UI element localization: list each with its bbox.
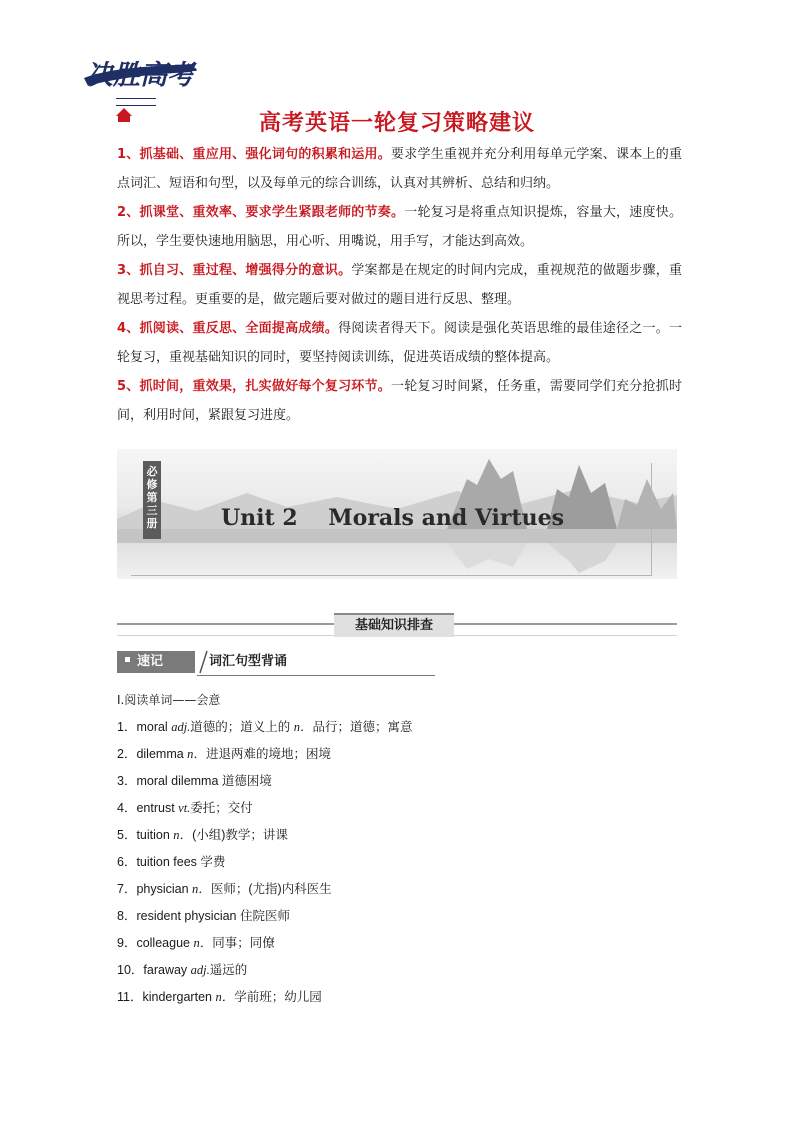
section-label: 基础知识排查	[334, 613, 454, 637]
vocab-item	[117, 960, 677, 980]
logo-text: 决胜高考	[86, 60, 194, 91]
vocab-number: 4．	[117, 801, 137, 815]
vocab-word: faraway	[143, 963, 191, 977]
advice-item-2	[117, 198, 682, 256]
advice-text: 一轮复习是将重点知识提炼，容量大，速度快。所以，学生要快速地用脑思，用心听、用嘴说，用手写，才能达到高效。	[117, 205, 682, 249]
vocab-number: 6．	[117, 855, 137, 869]
advice-item-1	[117, 140, 682, 198]
vocab-word: colleague	[136, 936, 194, 950]
vocab-meaning: 遥远的	[209, 963, 248, 977]
slash-divider-icon	[197, 649, 209, 675]
vocab-meaning: 道德困境	[221, 774, 272, 788]
vocab-number: 10．	[117, 963, 144, 977]
vocab-number: 2．	[117, 747, 137, 761]
part-of-speech: n．	[192, 882, 211, 896]
vocab-item	[117, 987, 677, 1007]
advice-list	[117, 140, 682, 430]
advice-highlight: 1、抓基础、重应用、强化词句的积累和运用。	[117, 147, 392, 162]
vocab-meaning: 同事；同僚	[212, 936, 275, 950]
vocab-word: resident physician	[136, 909, 240, 923]
volume-tag: 必修第三册	[143, 461, 161, 539]
advice-highlight: 2、抓课堂、重效率、要求学生紧跟老师的节奏。	[117, 205, 405, 220]
vocab-item	[117, 852, 677, 872]
vocab-item	[117, 933, 677, 953]
vocab-word: tuition	[136, 828, 174, 842]
square-bullet-icon	[125, 657, 130, 662]
vocab-number: 7．	[117, 882, 137, 896]
vocab-item	[117, 798, 677, 818]
part-of-speech: n．	[293, 720, 313, 734]
vocab-number: 8．	[117, 909, 137, 923]
vocab-number: 3．	[117, 774, 137, 788]
advice-text: 一轮复习时间紧，任务重，需要同学们充分抢抓时间，利用时间，紧跟复习进度。	[117, 379, 682, 423]
subsection-heading	[117, 649, 437, 677]
section-heading	[117, 611, 677, 637]
advice-item-5	[117, 372, 682, 430]
divider	[197, 675, 435, 676]
vocab-meaning: 医师；(尤指)内科医生	[210, 882, 332, 896]
vocab-number: 5．	[117, 828, 137, 842]
advice-text: 学案都是在规定的时间内完成，重视规范的做题步骤，重视思考过程。更重要的是，做完题后要对做过的题目进行反思、整理。	[117, 263, 682, 307]
vocabulary-list	[117, 690, 677, 1014]
vocab-word: moral dilemma	[136, 774, 222, 788]
part-of-speech: n．	[173, 828, 193, 842]
vocab-word: dilemma	[136, 747, 188, 761]
vocab-meaning: 学费	[200, 855, 226, 869]
part-of-speech: vt.	[178, 801, 191, 815]
vocab-number: 1．	[117, 720, 137, 734]
part-of-speech: n．	[193, 936, 213, 950]
vocab-meaning: (小组)教学；讲课	[192, 828, 288, 842]
vocab-word: kindergarten	[142, 990, 216, 1004]
vocab-rows	[117, 717, 677, 1007]
vocab-word: moral	[136, 720, 172, 734]
tag-label: 速记	[137, 654, 164, 669]
vocab-number: 11．	[117, 990, 143, 1004]
vocab-item	[117, 879, 677, 899]
vocab-item	[117, 744, 677, 764]
advice-item-4	[117, 314, 682, 372]
vocab-word: physician	[136, 882, 193, 896]
vocab-item	[117, 717, 677, 737]
unit-banner	[117, 449, 677, 579]
vocab-item	[117, 825, 677, 845]
vocab-meaning: 进退两难的境地；困境	[205, 747, 331, 761]
advice-text: 要求学生重视并充分利用每单元学案、课本上的重点词汇、短语和句型，以及每单元的综合训练，认真对其辨析、总结和归纳。	[117, 147, 682, 191]
vocab-group-title: Ⅰ.阅读单词——会意	[117, 693, 221, 707]
part-of-speech: n．	[215, 990, 235, 1004]
vocab-meaning: 学前班；幼儿园	[234, 990, 322, 1004]
advice-highlight: 5、抓时间，重效果，扎实做好每个复习环节。	[117, 379, 392, 394]
vocab-meaning: 委托；交付	[190, 801, 253, 815]
vocab-meaning: 品行；道德；寓意	[312, 720, 413, 734]
vocab-item	[117, 906, 677, 926]
subsection-title: 词汇句型背诵	[209, 654, 288, 669]
page-title: 高考英语一轮复习策略建议	[258, 111, 535, 136]
vocab-meaning: 住院医师	[239, 909, 290, 923]
advice-text: 得阅读者得天下。阅读是强化英语思维的最佳途径之一。一轮复习，重视基础知识的同时，要坚持阅读训练，促进英语成绩的整体提高。	[117, 321, 682, 365]
vocab-item	[117, 771, 677, 791]
quick-memo-tag	[117, 651, 195, 673]
part-of-speech: n．	[187, 747, 206, 761]
vocab-word: tuition fees	[136, 855, 201, 869]
part-of-speech: adj.	[171, 720, 191, 734]
advice-highlight: 3、抓自习、重过程、增强得分的意识。	[117, 263, 352, 278]
advice-item-3	[117, 256, 682, 314]
vocab-meaning: 道德的；道义上的	[190, 720, 294, 734]
vocab-word: entrust	[136, 801, 179, 815]
unit-title: Unit 2 Morals and Virtues	[221, 505, 565, 531]
part-of-speech: adj.	[190, 963, 210, 977]
vocab-number: 9．	[117, 936, 137, 950]
advice-highlight: 4、抓阅读、重反思、全面提高成绩。	[117, 321, 339, 336]
